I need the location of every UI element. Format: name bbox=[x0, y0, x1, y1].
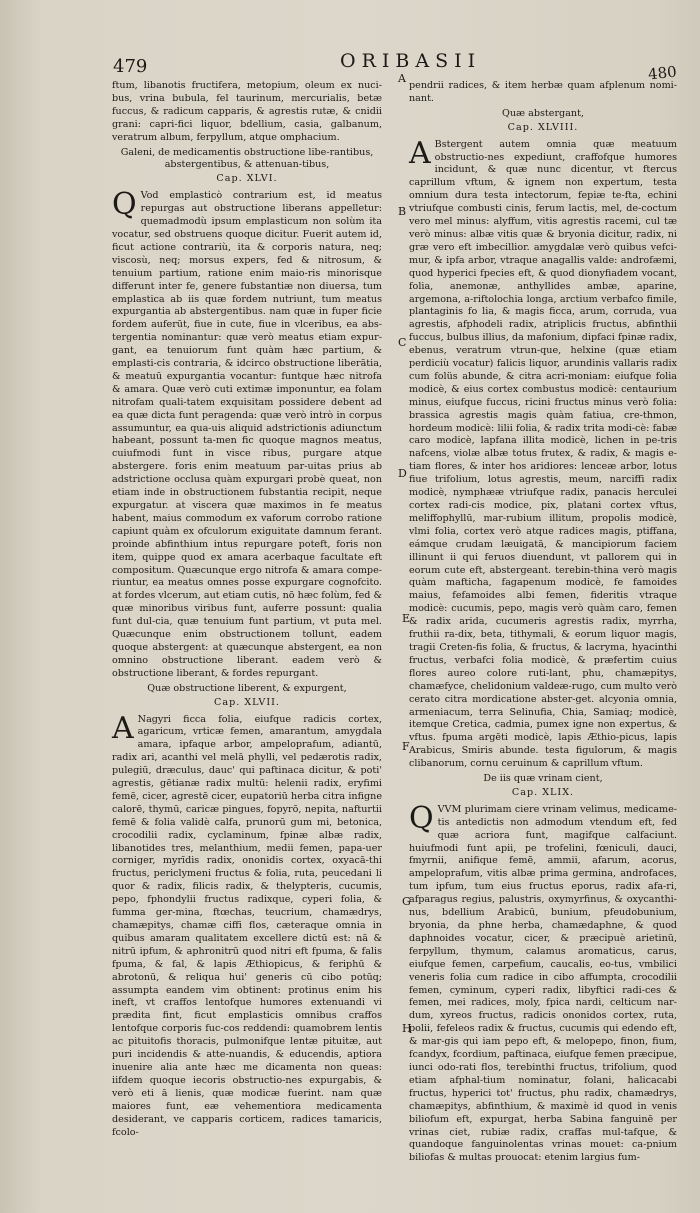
chapter-heading-48: Quæ abstergant, bbox=[502, 107, 584, 119]
drop-cap: Q bbox=[409, 800, 434, 836]
margin-letter-g: G bbox=[402, 895, 411, 908]
page-header bbox=[0, 50, 700, 84]
chapter-number-48: Cap. XLVIII. bbox=[507, 121, 579, 133]
right-paragraph-2-text: Bstergent autem omnia quæ meatuum obstructio-nes expediunt, craffofque humores incidunt, & quæ nunc dicentur, vt ftercus caprillum vftum, & ignem non expertum, testa omnium dura testa intectorum, fepiæ te-fta, echini vtriufque combusti cinis, ferum lactis, mel, de-coctum vero mel minus: alyffum, vitis agrestis racemi, cul tæ verò minus: albæ vitis quæ & bryonia dicitur, radix, ni græ vero eft imbecillior. amygdalæ verò quibus vefci-mur, & ipfa arbor, vtraque anagallis valde: androfæmi, quod hyperici fpecies eft, & quod dionyfiadem vocant, folia, anemonæ, anthyllides ambæ, aparine, argemona, a-riftolochia longa, arctium verbafco fimile, plantaginis fo lia, & magis ficca, arum, corruda, vua agrestis, afphodeli radix, atriplicis fructus, abfinthii fuccus, bulbus illius, da mafonium, dipfaci fpinæ radix, ebenus, veratrum vtrun-que, helxine (quæ etiam perdiciù vocatur) falicis liquor, arundinis vallaris radix cum folüs abunde, & citra acri-moniam: eiufque folia modicè, & eius cortex combustus modicè: centaurium minus, eiufque fuccus, ricini fructus minus verò folia: brassica agrestis magis quàm fatiua, cre-thmon, hordeum modicè: lilii folia, & radix trita modi-cè: fabæ caro modicè, lapfana illita modicè, lichen in pe-tris nafcens, violæ albæ totus frutex, & radix, & magis e-tiam flores, & inter hos aridiores: lenceæ arbor, lotus fiue trifolium, lotus agrestis, meum, narciffi radix modicè, nymphææ vtriufque radix, panacis herculei cortex radi-cis modice, pix, platani cortex vftus, meliffophyllū, mar-rubium illitum, propolis modicè, vlmi folia, cortex verò atque radices magis, ptiffana, eámque crudam læuigatā, & mancipiorum faciem illinunt ii qui feruos diuendunt, vt pallorem qui in eorum cute eft, abstergeant. terebin-thina verò magis quàm mafticha, fagapenum modicè, fe famoides maius, fefamoides albi femen, fideritis vtraque modicè: cucumis, pepo, magis verò quàm caro, femen & radix arida, cucumeris agrestis radix, myrrha, fruthii ra-dix, beta, tithymali, & eorum liquor magis, tragii Creten-fis folia, & fructus, & lacryma, hyacinthi fructus, verbafci folia modicè, & præfertim cuius flores aureo colore ruti-lant, phu, chamæpitys, chamæfyce, chelidonium valdeæ-rugo, cum multo verò cerato citra mordicatione abster-get. alcyonia omnia, armeniacum, terra Selinufia, Chia, Samiaq; modicè, itemque Cretica, cadmia, pumex igne non expertus, & vftus. fpuma argēti modicè, lapis Æthio-picus, lapis Arabicus, Smiris abunde. testa figulorum, & magis clibanorum, cornu ceruinum & caprillum vftum. bbox=[409, 138, 677, 770]
drop-cap: Q bbox=[112, 187, 137, 223]
chapter-number-47: Cap. XLVII. bbox=[214, 696, 280, 708]
right-paragraph-3 bbox=[409, 800, 677, 1165]
drop-cap: A bbox=[112, 710, 134, 746]
right-paragraph-1: pendrii radices, & item herbæ quam afplenum nomi-nant. bbox=[409, 80, 677, 104]
margin-letter-h: H bbox=[402, 1022, 412, 1035]
margin-letter-d: D bbox=[398, 467, 407, 480]
left-paragraph-3-text: Nagyri ficca folia, eiufque radicis cortex, agaricum, vrticæ femen, amarantum, amygdala amara, ipfaque arbor, ampeloprafum, adiantū, radix ari, acanthi vel melā phylli, vel pedærotis radix, pulegiū, dræculus, dauc' qui paftinaca dicitur, & poti' agrestis, gētianæ radix multū: helenii radix, eryfimi femē, cicer, agrestē cicer, eupatoriū herba citra infigne calorē, thymū, caricæ pingues, fopyrō, nepita, nafturtii femē & folia validè calfa, prunorū gum mi, betonica, crocodilii radix, cyclaminum, fpinæ albæ radix, libanotides tres, melanthium, medii femen, papa-uer corniger, myrīdis radix, ononidis cortex, oxyacā-thi fructus, periclymeni fructus & folia, ruta, peucedani li quor & radix, filicis radix, & thelypteris, cucumis, pepo, fphondylii fructus radixque, cyperi folia, & fumma ger-mina, ftœchas, teucrium, chamædrys, chamæpitys, chamæ ciffi flos, cæteraque omnia in quibus amaram qualitatem excellere dictū est: nā & nitrū ipfum, & aphronitrū quod nitri eft fpuma, & falis fpuma, & fal, & lapis Æthiopicus, & feriphū & abrotonū, & reliqua hui' generis cū cibo potūq; assumpta eandem vim obtinent: protinus enim his ineft, vt craffos lentofque humores extenuandi vi prædita fint, ficut emplasticis omnibus craffos lentofque corporis fuc-cos reddendi: quamobrem lentis ac pituitofis thoracis, pulmonifque lentæ pituitæ, aut puri incidendis & atte-nuandis, & educendis, aptiora inuenire alia ante hæc me dicamenta non queas: iifdem quoque iecoris obstructio-nes expurgabis, & verò eti ā lienis, quæ modicæ fuerint. nam quæ maiores funt, eæ vehementiora medicamenta desiderant, ve capparis corticem, radices tamaricis, fcolo- bbox=[112, 713, 382, 1138]
right-paragraph-3-text: VVM plurimam ciere vrinam velimus, medicame-tis antedictis non admodum vtendum eft, fed quæ acriora funt, magifque calfaciunt. huiufmodi funt apii, pe trofelini, fœniculi, dauci, fmyrnii, anifique femē, ammii, afarum, acorus, ampeloprafum, vitis albæ prima germina, androfaces, tum ipfum, tum eius fructus eporus, radix afa-ri, afparagus regius, palustris, oxymyrfinus, & oxycanthi-nus, bdellium Arabicū, bunium, pfeudobunium, bryonia, da phne herba, chamædaphne, & quod daphnoides vocatur, cicer, & præcipuè arietinū, ferpyllum, thymum, calamus aromaticus, carus, eiufque femen, carpefium, caucalis, eo-tus, vmbilici veneris folia cum radice in cibo affumpta, crocodilii femen, cyminum, cyperi radix, libyftici radi-ces & femen, mei radices, moly, fpica nardi, celticum nar-dum, xyreos fructus, radicis ononidos cortex, ruta, polii, fefeleos radix & fructus, cucumis qui edendo eft, & mar-gis qui iam pepo eft, & melopepo, finon, fium, fcandyx, fcordium, paftinaca, eiufque femen præcipue, iunci odo-rati flos, terebinthi fructus, trifolium, quod etiam afphal-tium nominatur, folani, halicacabi fructus, hyperici tot' fructus, phu radix, chamædrys, chamæpitys, abfinthium, & maximè id quod in venis biliofum eft, expurgat, herba Sabina fanguinē per vrinas ciet, rubiæ radix, craffas mul-tafque, & quandoque fanguinolentas vrinas mouet: ca-pnium biliofas & multas prouocat: etenim largius fum- bbox=[409, 803, 677, 1164]
page-number-right: 480 bbox=[647, 62, 678, 84]
chapter-heading-49: De iis quæ vrinam cient, bbox=[483, 773, 603, 785]
left-paragraph-2 bbox=[112, 187, 382, 680]
chapter-heading-46: Galeni, de medicamentis obstructione libe-rantibus, abstergentibus, & attenuan-tibus, bbox=[120, 146, 374, 171]
running-title: ORIBASII bbox=[340, 50, 482, 72]
margin-letter-c: C bbox=[398, 336, 407, 349]
margin-letter-e: E bbox=[402, 612, 411, 625]
chapter-number-46: Cap. XLVI. bbox=[216, 173, 278, 185]
drop-cap: A bbox=[409, 135, 431, 171]
left-paragraph-3 bbox=[112, 710, 382, 1140]
left-column bbox=[112, 80, 382, 1141]
chapter-number-49: Cap. XLIX. bbox=[511, 786, 575, 798]
left-paragraph-1: ftum, libanotis fructifera, metopium, oleum ex nuci-bus, vrina bubula, fel taurinum, mercurialis, betæ fuccus, & radicum capparis, & agrestis rutæ, & cnidii grani: capri-fici liquor, bdellium, casia, galbanum, veratrum album, ferpyllum, atque omphacium. bbox=[112, 80, 382, 143]
margin-letter-b: B bbox=[398, 205, 407, 218]
page-number-left: 479 bbox=[113, 56, 148, 77]
margin-letter-a: A bbox=[398, 72, 406, 85]
left-paragraph-2-text: Vod emplasticò contrarium est, id meatus repurgas aut obstructione liberans appelletur: quemadmodù ipsum emplasticum non solùm ita vocatur, sed obstruens quoque dicitur. Fuerit autem id, ficut actione contrariù, ita & corporis natura, neq; viscosù, neq; morsus expers, fed & nitrosum, & tenuium partium, ratione enim maio-ris minorisque differunt inter fe, genere fubstantiæ non diuersa, tum emplastica ab iis quæ fordem nutriunt, tum meatus expurgantia ab abstergentibus. nam quæ in fuper ficie fordem auferūt, fiue in cute, fiue in vlceribus, ea abs-tergentia nominantur: quæ verò meatus etiam expur-gant, ea tenuiorum funt quàm hæc partium, & emplasti-cis contraria, & idcirco obstructione liberātia, & meatuū expurgantia vocantur: funtque hæc nitrofa & amara. Quæ verò cuti extimæ imponuntur, ea folam nitrofam quali-tatem exquisitam possidere debent ad ea quæ dicta funt peragenda: quæ verò intrò in corpus assumuntur, ea qua-uis aliquid adstrictionis adiunctum habeant, possunt ta-men fic quoque magnos meatus, cuiufmodi funt in visce ribus, purgare atque abstergere. foris enim meatuum par-uitas prius ab adstrictione occlusa quàm expurgari probè queat, non etiam inde in obstructionem fubstantia recipit, neque expurgatur. at viscera quæ maximos in fe meatus habent, maius commodum ex vaforum corrobo ratione capiunt quàm ex ofculorum exiguitate damnum ferant. proinde abfinthium intus repurgare poteft, foris non item, quippe quod ex amara acerbaque facultate eft compositum. Quæcunque ergo nitrofa & amara compe-riuntur, ea meatus omnes posse expurgare cognofcito. at fordes vlcerum, aut etiam cutis, nō hæc folùm, fed & quæ minoribus viribus funt, auferre possunt: qualia funt dul-cia, quæ tenuium funt partium, vt puta mel. Quæcunque enim obstructionem tollunt, eadem quoque abstergent: at quæcunque abstergent, ea non omnino obstructione liberant. eadem verò & obstructione liberant, & fordes repurgant. bbox=[112, 190, 382, 679]
right-column bbox=[409, 80, 677, 1167]
chapter-heading-47: Quæ obstructione liberent, & expurgent, bbox=[147, 682, 347, 694]
right-paragraph-2 bbox=[409, 135, 677, 771]
margin-letter-f: F bbox=[402, 740, 410, 753]
